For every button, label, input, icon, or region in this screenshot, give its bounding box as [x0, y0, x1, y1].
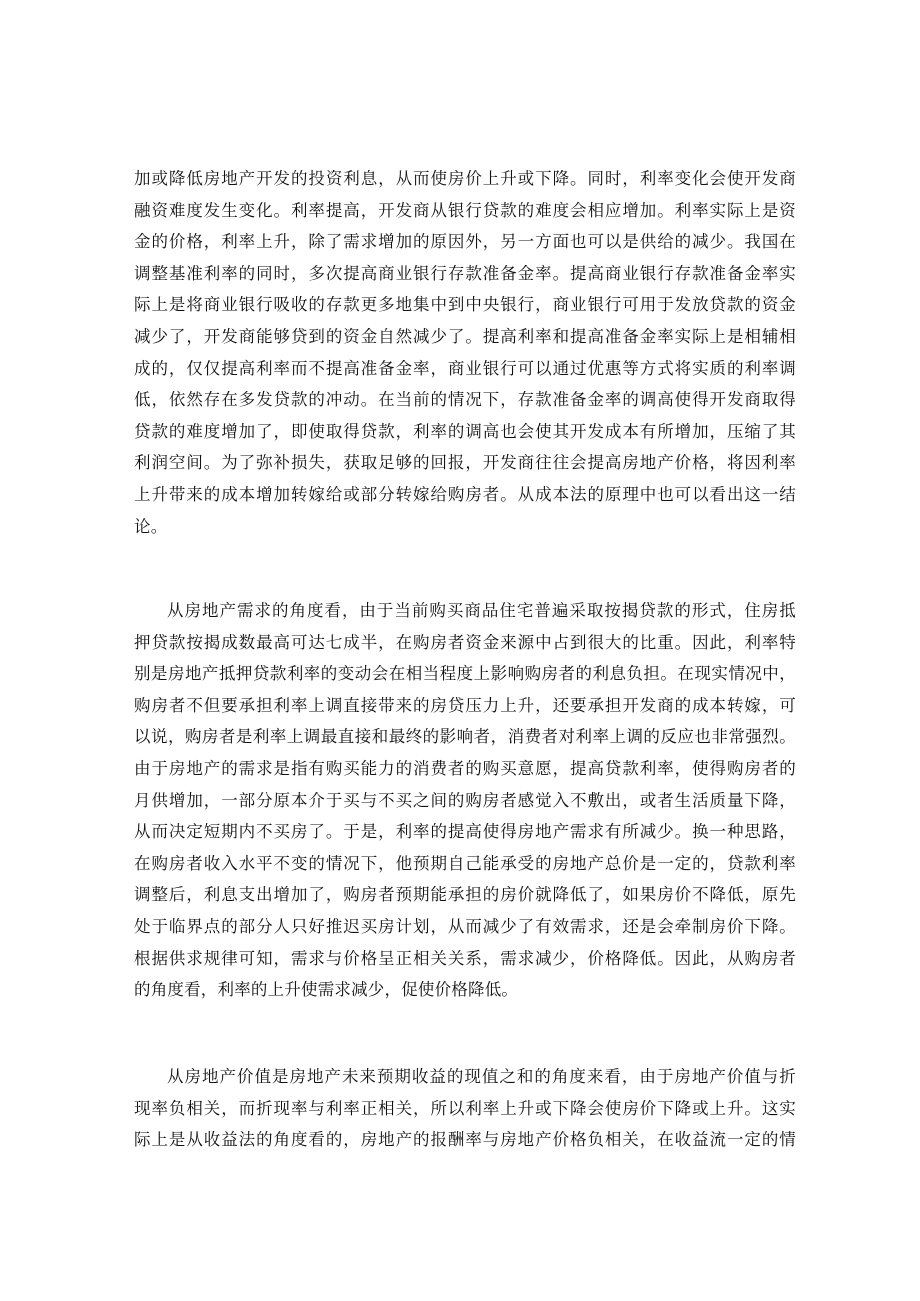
text-line: 融资难度发生变化。利率提高，开发商从银行贷款的难度会相应增加。利率实际上是资 — [134, 200, 796, 220]
text-line: 论。 — [134, 516, 168, 536]
text-line: 利润空间。为了弥补损失，获取足够的回报，开发商往往会提高房地产价格，将因利率 — [134, 453, 796, 473]
text-line: 从房地产价值是房地产未来预期收益的现值之和的角度来看，由于房地产价值与折 — [167, 1067, 796, 1086]
text-line: 以说，购房者是利率上调最直接和最终的影响者，消费者对利率上调的反应也非常强烈。 — [134, 727, 796, 747]
text-line: 减少了，开发商能够贷到的资金自然减少了。提高利率和提高准备金率实际上是相辅相 — [134, 326, 796, 346]
text-line: 的角度看，利率的上升使需求减少，促使价格降低。 — [134, 980, 519, 1000]
text-line: 金的价格，利率上升，除了需求增加的原因外，另一方面也可以是供给的减少。我国在 — [134, 232, 796, 252]
text-line: 加或降低房地产开发的投资利息，从而使房价上升或下降。同时，利率变化会使开发商 — [134, 169, 796, 188]
paragraph-1 — [134, 163, 796, 542]
text-line: 现率负相关，而折现率与利率正相关，所以利率上升或下降会使房价下降或上升。这实 — [134, 1098, 796, 1118]
text-line: 调整基准利率的同时，多次提高商业银行存款准备金率。提高商业银行存款准备金率实 — [134, 263, 796, 283]
text-line: 从而决定短期内不买房了。于是，利率的提高使得房地产需求有所减少。换一种思路， — [134, 822, 796, 842]
text-line: 处于临界点的部分人只好推迟买房计划，从而减少了有效需求，还是会牵制房价下降。 — [134, 916, 796, 936]
text-line: 际上是从收益法的角度看的，房地产的报酬率与房地产价格负相关，在收益流一定的情 — [134, 1130, 796, 1150]
text-line: 根据供求规律可知，需求与价格呈正相关关系，需求减少，价格降低。因此，从购房者 — [134, 948, 796, 968]
text-line: 上升带来的成本增加转嫁给或部分转嫁给购房者。从成本法的原理中也可以看出这一结 — [134, 484, 796, 504]
text-line: 月供增加，一部分原本介于买与不买之间的购房者感觉入不敷出，或者生活质量下降， — [134, 790, 796, 810]
paragraph-2 — [134, 595, 796, 1006]
paragraph-3 — [134, 1061, 796, 1156]
text-line: 从房地产需求的角度看，由于当前购买商品住宅普遍采取按揭贷款的形式，住房抵 — [167, 601, 796, 620]
text-line: 由于房地产的需求是指有购买能力的消费者的购买意愿，提高贷款利率，使得购房者的 — [134, 758, 796, 778]
text-line: 际上是将商业银行吸收的存款更多地集中到中央银行，商业银行可用于发放贷款的资金 — [134, 295, 796, 315]
text-line: 在购房者收入水平不变的情况下，他预期自己能承受的房地产总价是一定的，贷款利率 — [134, 853, 796, 873]
text-line: 调整后，利息支出增加了，购房者预期能承担的房价就降低了，如果房价不降低，原先 — [134, 885, 796, 905]
text-line: 贷款的难度增加了，即使取得贷款，利率的调高也会使其开发成本有所增加，压缩了其 — [134, 421, 796, 441]
text-line: 购房者不但要承担利率上调直接带来的房贷压力上升，还要承担开发商的成本转嫁，可 — [134, 695, 796, 715]
text-line: 成的，仅仅提高利率而不提高准备金率，商业银行可以通过优惠等方式将实质的利率调 — [134, 358, 796, 378]
text-line: 低，依然存在多发贷款的冲动。在当前的情况下，存款准备金率的调高使得开发商取得 — [134, 390, 796, 410]
text-line: 押贷款按揭成数最高可达七成半，在购房者资金来源中占到很大的比重。因此，利率特 — [134, 632, 796, 652]
text-line: 别是房地产抵押贷款利率的变动会在相当程度上影响购房者的利息负担。在现实情况中， — [134, 664, 796, 684]
